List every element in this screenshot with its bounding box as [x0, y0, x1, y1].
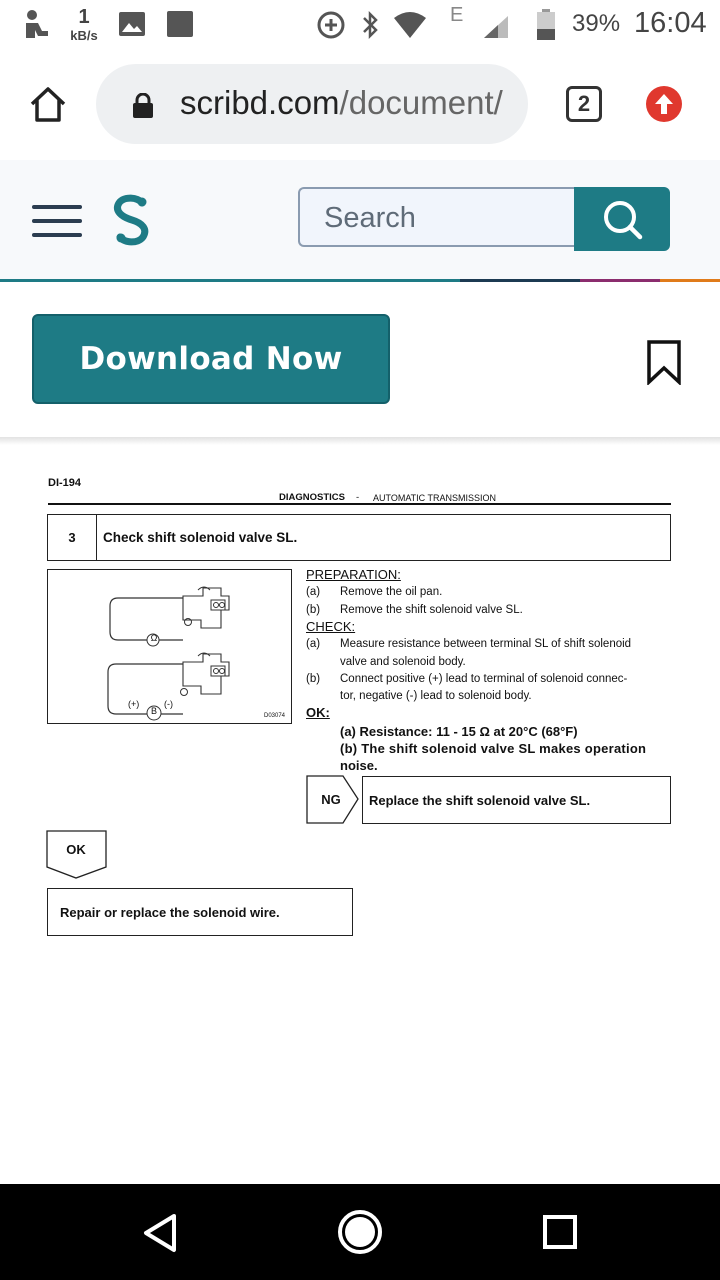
address-bar[interactable]: [96, 64, 528, 144]
ok-action-text: Repair or replace the solenoid wire.: [60, 905, 280, 920]
home-nav-icon[interactable]: [336, 1208, 384, 1256]
ok-line-b: (b) The shift solenoid valve SL makes operation: [340, 741, 647, 756]
minus-label: (-): [164, 699, 173, 709]
figure-code: D03074: [264, 713, 286, 719]
clock: 16:04: [634, 7, 707, 39]
battery-percent: 39%: [572, 10, 621, 37]
wifi-icon: [392, 10, 428, 40]
bluetooth-icon: [360, 9, 380, 41]
search-icon: [602, 199, 644, 241]
check-b-line1: Connect positive (+) lead to terminal of solenoid connec-: [340, 673, 628, 685]
system-nav-bar: [0, 1184, 720, 1280]
ohm-label: Ω: [150, 633, 158, 643]
browser-toolbar: [0, 50, 720, 160]
header-section: DIAGNOSTICS: [279, 492, 345, 503]
header-separator: -: [356, 492, 360, 503]
lock-icon: [132, 93, 154, 119]
net-speed-unit: kB/s: [70, 28, 98, 43]
bookmark-icon[interactable]: [646, 339, 682, 385]
search-field[interactable]: [298, 187, 574, 247]
net-speed-value: 1: [78, 6, 90, 28]
ng-action-box: [362, 776, 671, 824]
prep-a-text: Remove the oil pan.: [340, 586, 443, 598]
check-a-marker: (a): [306, 638, 321, 650]
arrow-up-icon: [653, 92, 675, 116]
check-b-marker: (b): [306, 673, 321, 685]
status-bar: [0, 0, 720, 50]
divider: [0, 437, 720, 445]
download-bar: [0, 282, 720, 437]
back-icon[interactable]: [140, 1212, 180, 1254]
data-saver-icon: [316, 10, 346, 40]
document-page[interactable]: [0, 445, 720, 1185]
header-rule: [48, 503, 671, 505]
preparation-heading: PREPARATION:: [306, 567, 401, 582]
url-path: /document/: [339, 84, 503, 121]
signal-icon: [482, 14, 510, 40]
network-type: E: [450, 4, 464, 26]
step-divider: [96, 515, 97, 560]
page-id: DI-194: [48, 477, 82, 489]
ok-action-box: [47, 888, 353, 936]
ok-line-a: (a) Resistance: 11 - 15 Ω at 20°C (68°F): [340, 724, 578, 739]
url-domain: scribd.com: [180, 84, 340, 121]
ng-action-text: Replace the shift solenoid valve SL.: [369, 793, 591, 808]
search-button[interactable]: [574, 187, 670, 251]
ng-label: NG: [321, 792, 341, 807]
baby-mode-icon: [22, 9, 50, 41]
scribd-logo-icon[interactable]: [108, 193, 156, 247]
ok-heading: OK:: [306, 705, 330, 720]
solenoid-diagram: [47, 569, 292, 724]
search-input[interactable]: [300, 189, 566, 247]
menu-icon[interactable]: [32, 205, 82, 237]
prep-a-marker: (a): [306, 586, 321, 598]
download-now-button[interactable]: Download Now: [32, 314, 390, 404]
ok-label: OK: [66, 842, 86, 857]
battery-label: B: [150, 706, 157, 716]
check-a-line2: valve and solenoid body.: [340, 656, 466, 668]
header-subsection: AUTOMATIC TRANSMISSION: [373, 493, 497, 503]
recents-icon[interactable]: [542, 1214, 578, 1250]
ok-line-b2: noise.: [340, 758, 378, 773]
gallery-icon: [118, 11, 146, 37]
step-title: Check shift solenoid valve SL.: [103, 530, 298, 545]
home-icon[interactable]: [28, 84, 68, 124]
app-notification-icon: [166, 10, 194, 38]
check-a-line1: Measure resistance between terminal SL of shift solenoid: [340, 638, 632, 650]
prep-b-marker: (b): [306, 604, 321, 616]
site-header: [0, 160, 720, 280]
check-b-line2: tor, negative (-) lead to solenoid body.: [340, 690, 532, 702]
tab-switcher-button[interactable]: 2: [566, 86, 602, 122]
prep-b-text: Remove the shift solenoid valve SL.: [340, 604, 523, 616]
url-text[interactable]: [180, 84, 503, 122]
step-number: 3: [68, 530, 76, 545]
plus-label: (+): [128, 699, 140, 709]
step-box: [47, 514, 671, 561]
upload-button[interactable]: [646, 86, 682, 122]
check-heading: CHECK:: [306, 619, 356, 634]
battery-icon: [536, 9, 556, 41]
